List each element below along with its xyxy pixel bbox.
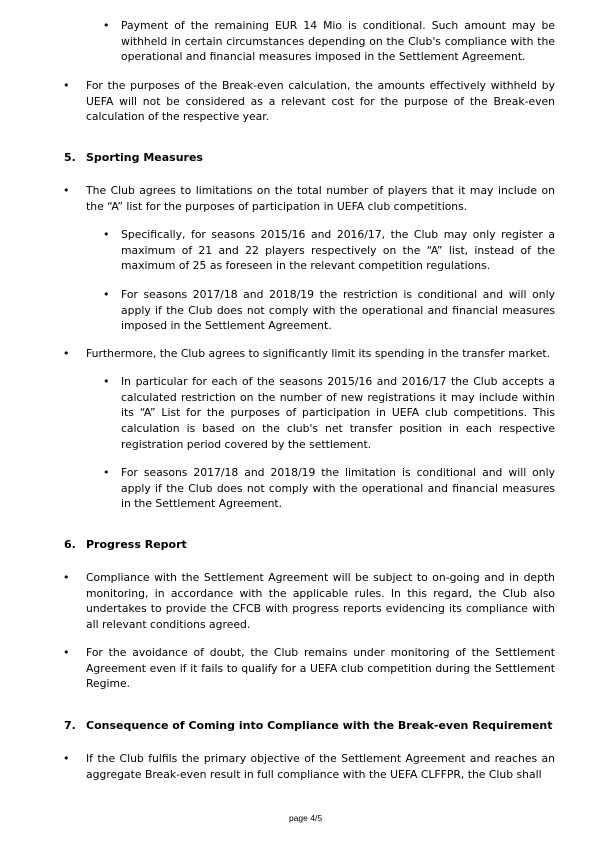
sub-bullet-text: Specifically, for seasons 2015/16 and 2016/17, the Club may only register a maximum of 21 and 22 players respectively on the “A” list, instead of the maximum of 25 as foreseen in the relevant competition regulations. (121, 228, 555, 273)
bullet-icon: • (63, 347, 70, 360)
section-number: 7. (64, 719, 76, 732)
bullet-text: If the Club fulfils the primary objective of the Settlement Agreement and reaches an aggregate Break-even result in full compliance with the UEFA CLFFPR, the Club shall (86, 752, 555, 781)
section-number: 6. (64, 538, 76, 551)
section-number: 5. (64, 151, 76, 164)
bullet-icon: • (63, 184, 70, 197)
bullet-text: The Club agrees to limitations on the total number of players that it may include on the “A” list for the purposes of participation in UEFA club competitions. (86, 184, 555, 213)
bullet-text: For the avoidance of doubt, the Club remains under monitoring of the Settlement Agreement even if it fails to qualify for a UEFA club competition during the Settlement Regime. (86, 646, 555, 691)
bullet-icon: • (63, 571, 70, 584)
bullet-text: Furthermore, the Club agrees to significantly limit its spending in the transfer market. (86, 347, 551, 360)
bullet-icon: • (103, 466, 110, 479)
sub-bullet-text: In particular for each of the seasons 2015/16 and 2016/17 the Club accepts a calculated restriction on the number of new registrations it may include within its “A” List for the purposes of participation in UEFA club competitions. This calculation is based on the club's net transfer position in each respective registration period covered by the settlement. (121, 375, 555, 451)
sub-bullet-text: For seasons 2017/18 and 2018/19 the limitation is conditional and will only apply if the Club does not comply with the operational and financial measures in the Settlement Agreement. (121, 466, 555, 511)
bullet-text: For the purposes of the Break-even calculation, the amounts effectively withheld by UEFA will not be considered as a relevant cost for the purpose of the Break-even calculation of the respective year. (86, 79, 555, 124)
bullet-icon: • (63, 79, 70, 92)
bullet-icon: • (103, 19, 110, 32)
sub-bullet-text: For seasons 2017/18 and 2018/19 the restriction is conditional and will only apply if the Club does not comply with the operational and financial measures imposed in the Settlement Agreement. (121, 288, 555, 333)
sub-bullet-text: Payment of the remaining EUR 14 Mio is conditional. Such amount may be withheld in certain circumstances depending on the Club's compliance with the operational and financial measures imposed in the Settlement Agreement. (121, 19, 555, 64)
bullet-icon: • (63, 646, 70, 659)
section-heading: Sporting Measures (86, 151, 203, 164)
bullet-text: Compliance with the Settlement Agreement will be subject to on-going and in depth monitoring, in accordance with the applicable rules. In this regard, the Club also undertakes to provide the CFCB with progress reports evidencing its compliance with all relevant conditions agreed. (86, 571, 555, 632)
page-number: page 4/5 (288, 813, 323, 823)
bullet-icon: • (103, 228, 110, 241)
bullet-icon: • (103, 288, 110, 301)
bullet-icon: • (103, 375, 110, 388)
section-heading: Progress Report (86, 538, 187, 551)
section-heading: Consequence of Coming into Compliance with the Break-even Requirement (86, 719, 553, 732)
bullet-icon: • (63, 752, 70, 765)
